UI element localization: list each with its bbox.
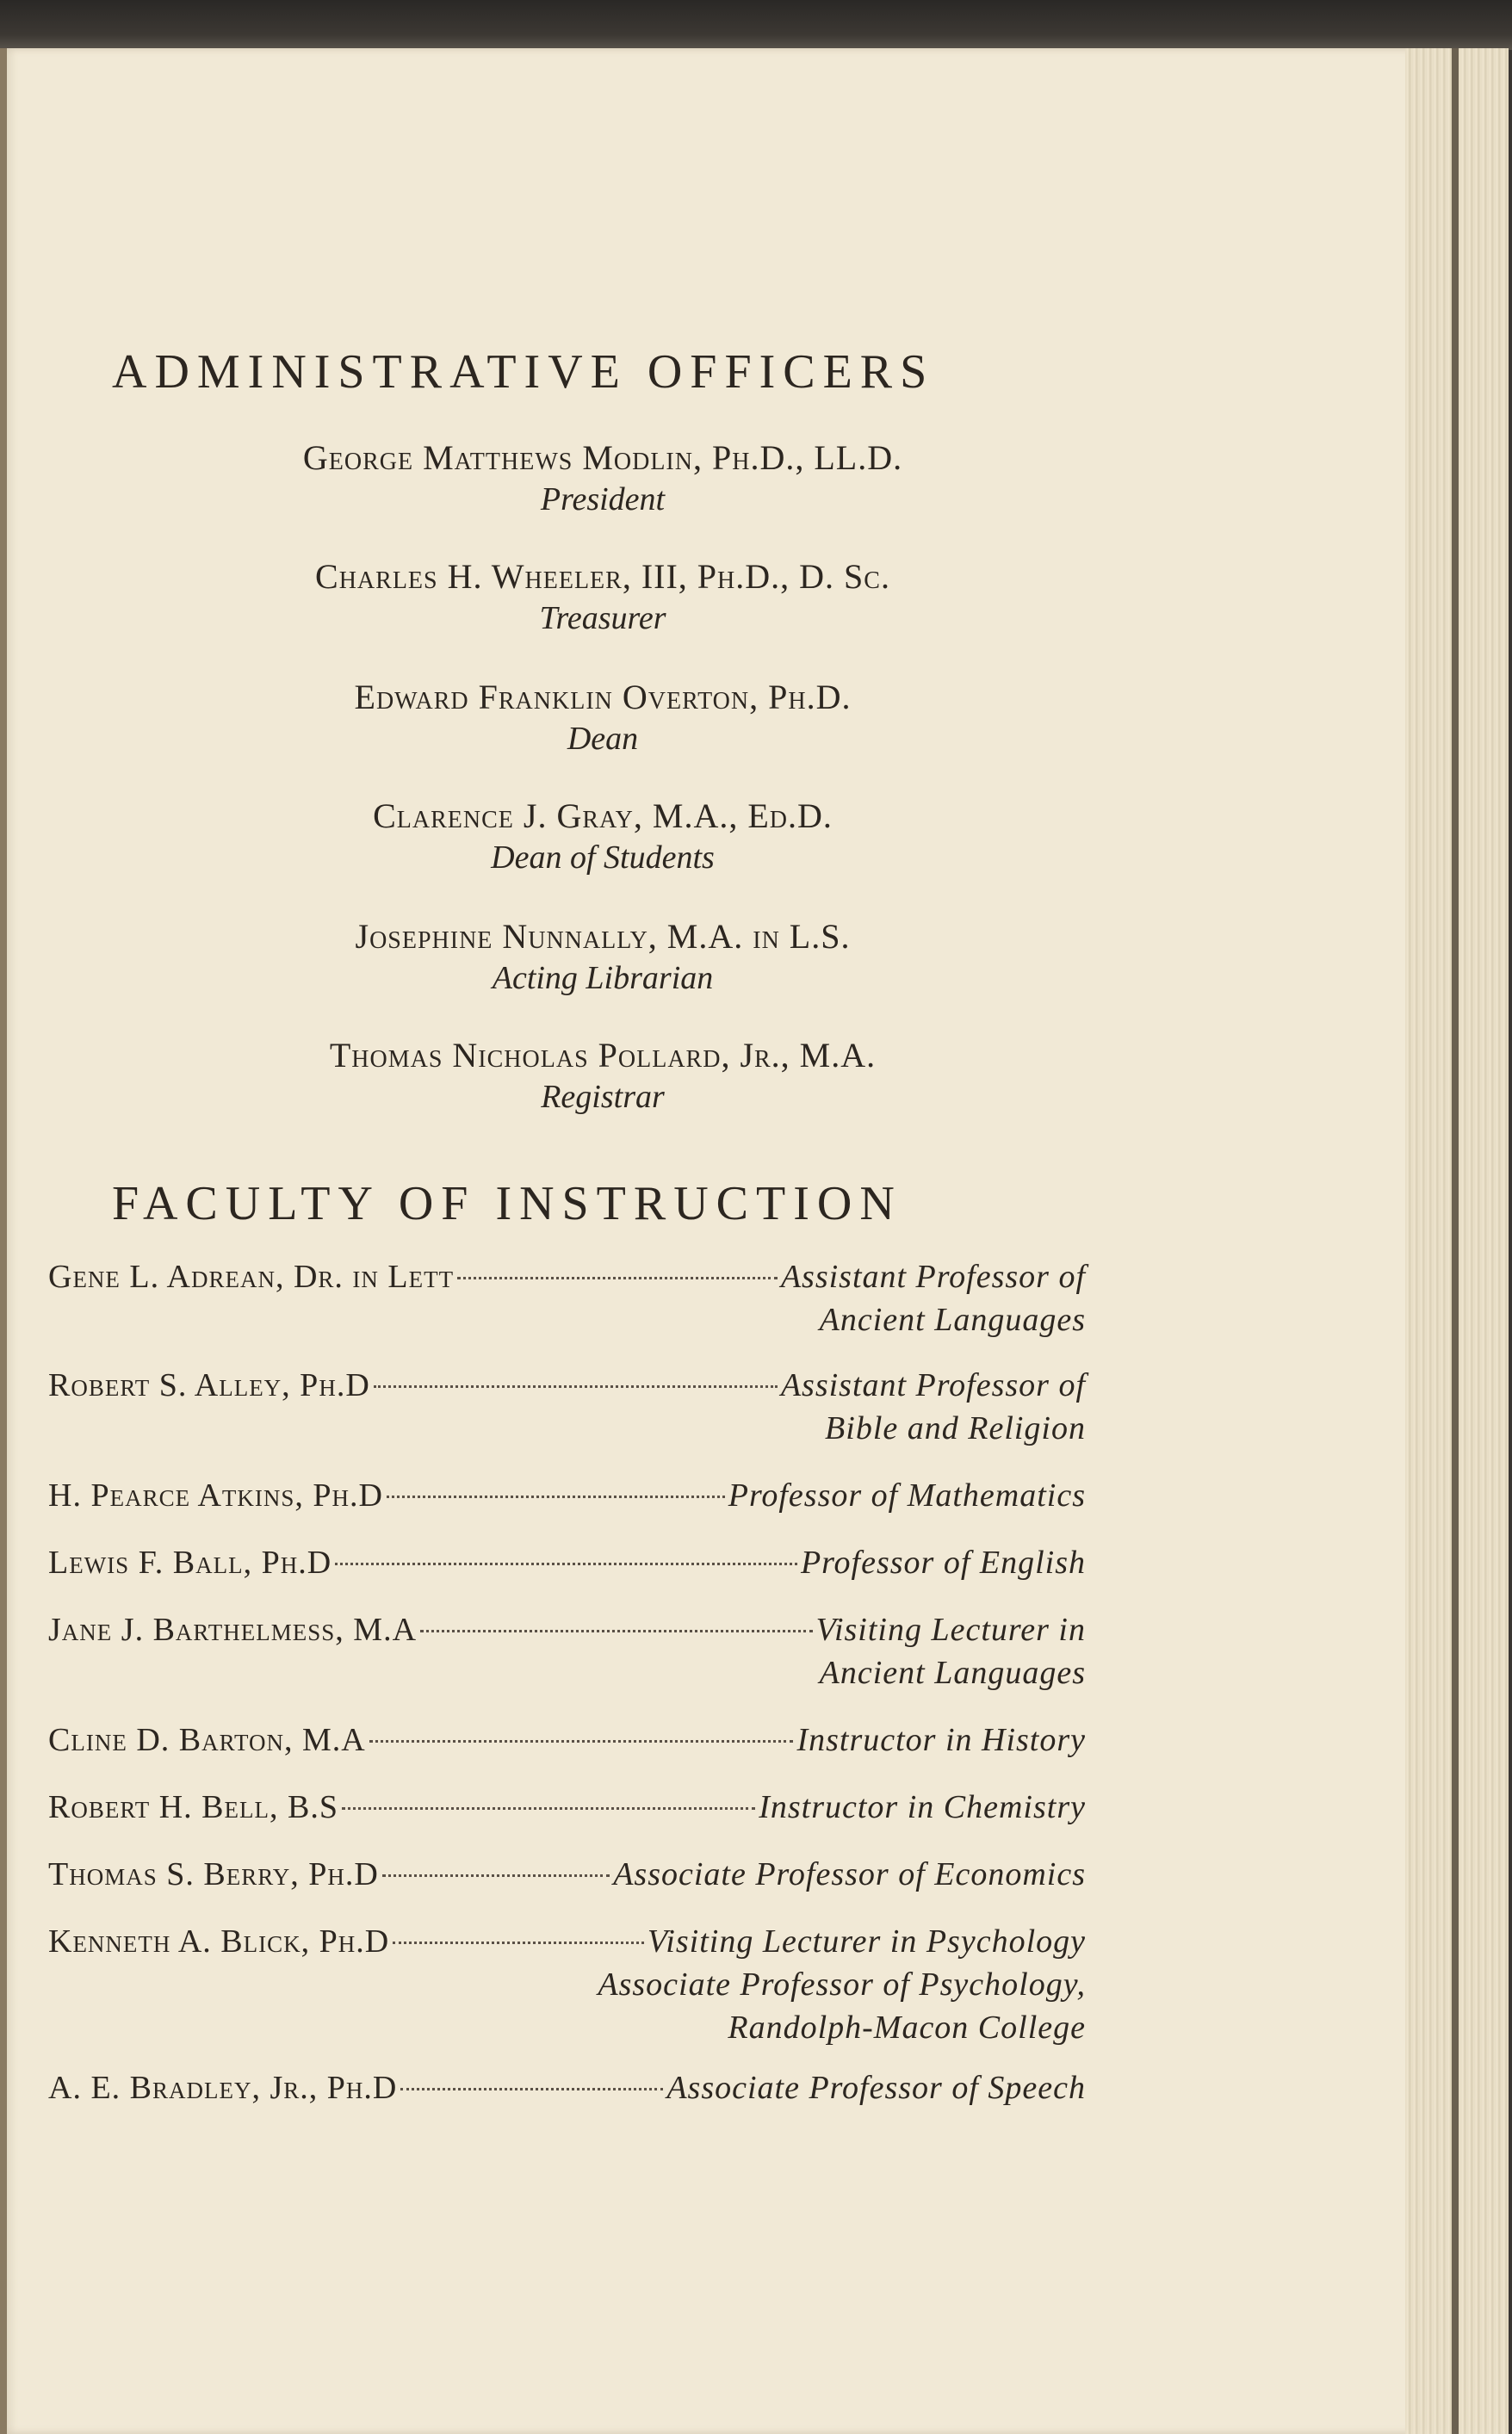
faculty-name: Gene L. Adrean, Dr. in Lett [48,1259,455,1295]
faculty-position: Visiting Lecturer in Psychology [647,1923,1086,1960]
faculty-position-continued: Bible and Religion [825,1410,1086,1446]
dot-leader [457,1277,778,1279]
faculty-position: Visiting Lecturer in [815,1612,1086,1648]
faculty-heading: FACULTY OF INSTRUCTION [112,1177,902,1230]
faculty-entry [48,1608,1086,1694]
faculty-entry [48,1719,1086,1762]
dot-leader [420,1630,813,1632]
faculty-entry [48,1920,1086,2049]
faculty-position: Instructor in History [796,1722,1086,1758]
dot-leader [400,2088,663,2090]
faculty-entry [48,1541,1086,1584]
officer-name: Charles H. Wheeler, III, Ph.D., D. Sc. [315,557,890,596]
officer-title: President [540,481,666,517]
faculty-entry [48,1474,1086,1517]
dot-leader [387,1496,725,1498]
faculty-position-continued: Ancient Languages [819,1655,1086,1691]
faculty-name: H. Pearce Atkins, Ph.D [48,1477,383,1514]
faculty-position-continued: Ancient Languages [819,1302,1086,1338]
dot-leader [382,1874,610,1877]
faculty-name: Robert H. Bell, B.S [48,1789,338,1825]
dot-leader [342,1807,755,1810]
officer-title: Dean of Students [491,839,715,876]
faculty-position: Associate Professor of Economics [613,1856,1086,1892]
officer-title: Acting Librarian [492,960,714,996]
faculty-entry [48,1364,1086,1450]
faculty-name: Jane J. Barthelmess, M.A [48,1612,418,1648]
page-edge-shadow [1452,48,1459,2434]
faculty-position-continued: Randolph-Macon College [728,2010,1086,2046]
officer-name: Josephine Nunnally, M.A. in L.S. [355,917,851,956]
officer-title: Registrar [541,1079,665,1115]
officer-entry [0,796,1205,878]
faculty-name: Lewis F. Ball, Ph.D [48,1545,332,1581]
officer-entry [0,1035,1205,1118]
officer-name: Clarence J. Gray, M.A., Ed.D. [373,796,833,835]
faculty-position: Assistant Professor of [780,1367,1086,1403]
officer-entry [0,677,1205,759]
faculty-name: Robert S. Alley, Ph.D [48,1367,370,1403]
administrative-officers-heading: ADMINISTRATIVE OFFICERS [112,345,935,399]
faculty-entry [48,1853,1086,1896]
officer-title: Treasurer [539,600,666,636]
officer-name: Edward Franklin Overton, Ph.D. [354,678,852,716]
faculty-position: Professor of Mathematics [728,1477,1086,1514]
officer-name: Thomas Nicholas Pollard, Jr., M.A. [329,1036,877,1075]
dot-leader [369,1740,794,1743]
faculty-entry [48,1255,1086,1341]
faculty-position: Assistant Professor of [780,1259,1086,1295]
faculty-name: A. E. Bradley, Jr., Ph.D [48,2070,398,2106]
faculty-entry [48,2066,1086,2109]
officer-entry [0,556,1205,639]
faculty-position: Instructor in Chemistry [759,1789,1086,1825]
faculty-name: Cline D. Barton, M.A [48,1722,366,1758]
faculty-position-continued: Associate Professor of Psychology, [598,1966,1086,2003]
dot-leader [335,1563,797,1565]
officer-entry [0,916,1205,999]
faculty-position: Professor of English [800,1545,1086,1581]
faculty-entry [48,1786,1086,1829]
officer-title: Dean [567,721,639,757]
officer-name: George Matthews Modlin, Ph.D., LL.D. [302,438,903,477]
dot-leader [374,1385,778,1388]
dot-leader [393,1942,644,1944]
scan-background-top [0,0,1512,50]
faculty-name: Thomas S. Berry, Ph.D [48,1856,379,1892]
faculty-position: Associate Professor of Speech [666,2070,1086,2106]
officer-entry [0,437,1205,520]
faculty-name: Kenneth A. Blick, Ph.D [48,1923,390,1960]
